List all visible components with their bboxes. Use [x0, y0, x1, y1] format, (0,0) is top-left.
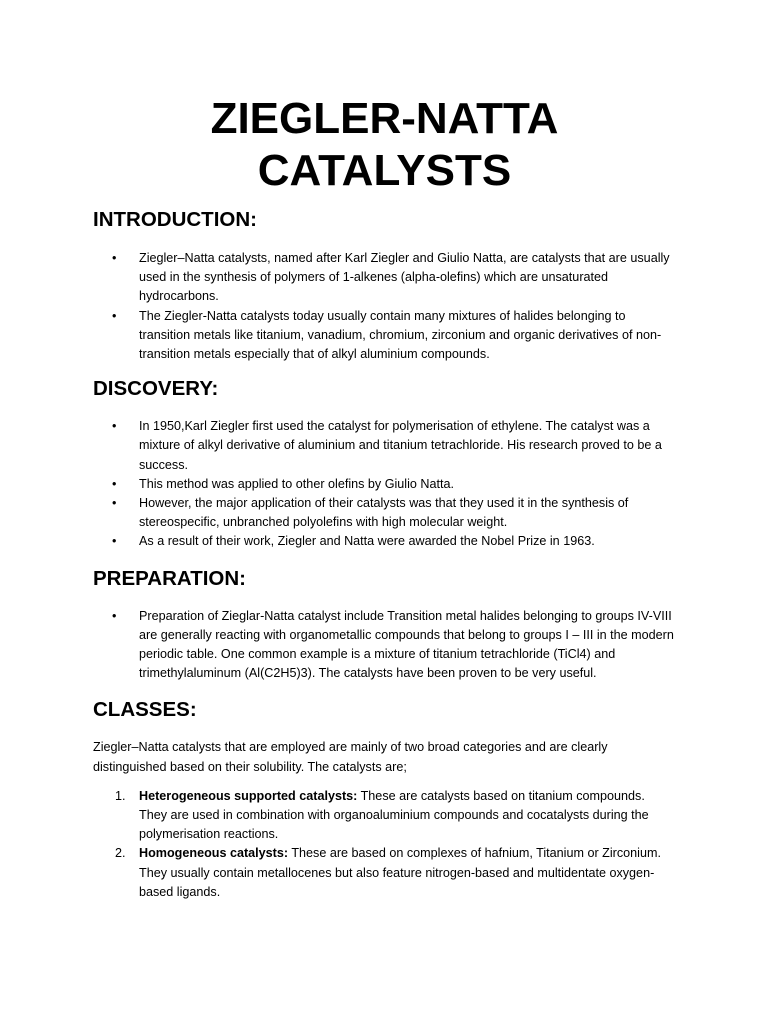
list-item-text: This method was applied to other olefins by Giulio Natta. [139, 476, 455, 491]
bullet-icon: • [112, 476, 117, 491]
class-description: These are based on complexes of hafnium, Titanium or Zirconium. They usually contain metallocenes but also feature nitrogen-based and multidentate oxygen-based ligands. [139, 846, 661, 899]
bullet-icon: • [112, 419, 117, 434]
list-item [93, 607, 676, 684]
bullet-icon: • [112, 251, 117, 265]
list-item [93, 249, 676, 307]
bullet-icon: • [112, 308, 117, 323]
bullet-icon: • [112, 608, 117, 623]
list-item-text: Ziegler–Natta catalysts, named after Karl Ziegler and Giulio Natta, are catalysts that are usually used in the synthesis of polymers of 1-alkenes (alpha-olefins) which are unsaturated hydrocarbons. [139, 251, 670, 304]
preparation-list [93, 607, 676, 684]
list-item [93, 532, 676, 551]
list-item-text: In 1950,Karl Ziegler first used the catalyst for polymerisation of ethylene. The catalyst was a mixture of alkyl derivative of aluminium and titanium tetrachloride. His research proved to be a success. [139, 419, 662, 472]
introduction-list [93, 249, 676, 364]
classes-list [93, 787, 676, 902]
class-description: These are catalysts based on titanium compounds. They are used in combination with organoaluminium compounds and cocatalysts during the polymerisation reactions. [139, 788, 649, 842]
class-term: Homogeneous catalysts: [139, 846, 289, 861]
list-number: 2. [115, 846, 126, 861]
discovery-heading: DISCOVERY: [93, 377, 219, 401]
document-title: ZIEGLER-NATTA CATALYSTS [210, 94, 559, 195]
list-item [93, 475, 676, 494]
list-item [93, 494, 676, 532]
list-item [93, 844, 676, 902]
list-item [93, 307, 676, 365]
list-item-text: The Ziegler-Natta catalysts today usually contain many mixtures of halides belonging to transition metals like titanium, vanadium, chromium, zirconium and organic derivatives of non-transition metals especially that of alkyl aluminium compounds. [139, 308, 662, 362]
bullet-icon: • [112, 534, 117, 549]
introduction-heading: INTRODUCTION: [93, 208, 257, 231]
discovery-list [93, 417, 676, 551]
preparation-heading: PREPARATION: [93, 566, 246, 590]
list-item [93, 787, 676, 845]
classes-heading: CLASSES: [93, 698, 197, 722]
list-item [93, 417, 676, 475]
class-term: Heterogeneous supported catalysts: [139, 788, 358, 803]
list-item-text: However, the major application of their catalysts was that they used it in the synthesis of stereospecific, unbranched polyolefins with high molecular weight. [139, 496, 629, 530]
classes-intro-paragraph: Ziegler–Natta catalysts that are employed are mainly of two broad categories and are clearly distinguished based on their solubility. The catalysts are; [93, 740, 608, 774]
list-item-text: As a result of their work, Ziegler and Natta were awarded the Nobel Prize in 1963. [139, 534, 595, 549]
list-number: 1. [115, 788, 126, 803]
bullet-icon: • [112, 496, 117, 511]
list-item-text: Preparation of Zieglar-Natta catalyst include Transition metal halides belonging to groups IV-VIII are generally reacting with organometallic compounds that belong to groups I – III in the modern periodic table. One common example is a mixture of titanium tetrachloride (TiCl4) and trimethylaluminum (Al(C2H5)3). The catalysts have been proven to be very useful. [139, 608, 674, 681]
